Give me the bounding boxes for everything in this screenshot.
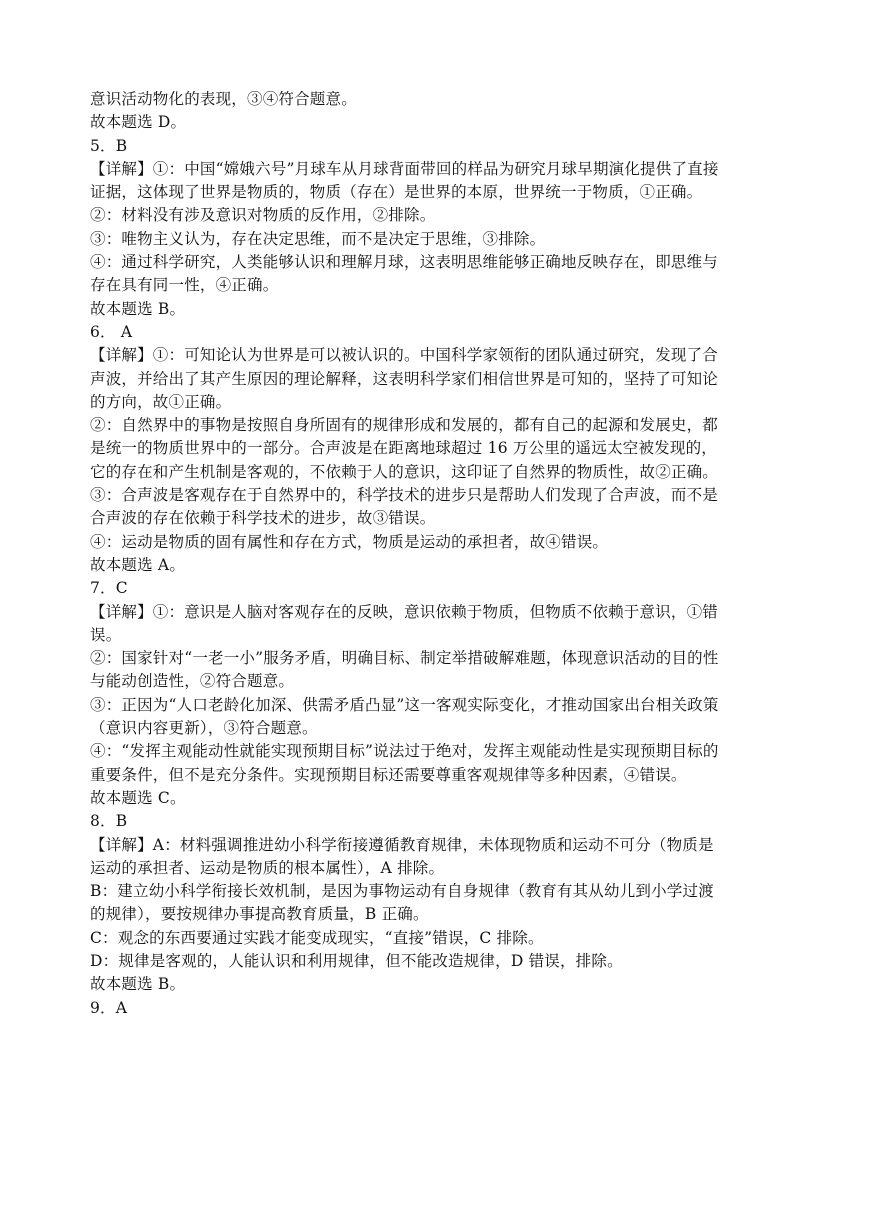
text-line: 【详解】①：中国“嫦娥六号”月球车从月球背面带回的样品为研究月球早期演化提供了直接: [90, 159, 719, 178]
text-line: ③：唯物主义认为，存在决定思维，而不是决定于思维，③排除。: [90, 229, 546, 248]
text-line: 证据，这体现了世界是物质的，物质（存在）是世界的本原，世界统一于物质，①正确。: [90, 183, 703, 202]
text-line: 故本题选 C。: [90, 788, 186, 807]
text-line: C：观念的东西要通过实践才能变成现实，“直接”错误，C 排除。: [90, 928, 544, 947]
question-answer-number: 6． A: [90, 322, 133, 341]
text-line: 它的存在和产生机制是客观的，不依赖于人的意识，这印证了自然界的物质性，故②正确。: [90, 462, 719, 481]
question-answer-number: 7．C: [90, 579, 128, 598]
text-line: 存在具有同一性，④正确。: [90, 276, 279, 295]
text-line: 的规律），要按规律办事提高教育质量，B 正确。: [90, 905, 429, 924]
text-line: ③：合声波是客观存在于自然界中的，科学技术的进步只是帮助人们发现了合声波，而不是: [90, 486, 719, 505]
text-line: ②：自然界中的事物是按照自身所固有的规律形成和发展的，都有自己的起源和发展史，都: [90, 416, 719, 435]
text-line: 的方向，故①正确。: [90, 392, 232, 411]
text-line: ④：通过科学研究，人类能够认识和理解月球，这表明思维能够正确地反映存在，即思维与: [90, 253, 719, 272]
text-line: 重要条件，但不是充分条件。实现预期目标还需要尊重客观规律等多种因素，④错误。: [90, 765, 687, 784]
answer-explanations: [90, 88, 785, 1020]
text-line: 是统一的物质世界中的一部分。合声波是在距离地球超过 16 万公里的遥远太空被发现的，: [90, 439, 717, 458]
text-line: ②：材料没有涉及意识对物质的反作用，②排除。: [90, 206, 436, 225]
question-answer-number: 9．A: [90, 998, 128, 1017]
question-answer-number: 8．B: [90, 812, 128, 831]
text-line: 合声波的存在依赖于科学技术的进步，故③错误。: [90, 509, 436, 528]
text-line: 故本题选 B。: [90, 299, 186, 318]
text-line: 与能动创造性，②符合题意。: [90, 672, 295, 691]
text-line: 【详解】①：意识是人脑对客观存在的反映，意识依赖于物质，但物质不依赖于意识，①错: [90, 602, 719, 621]
text-line: 【详解】①：可知论认为世界是可以被认识的。中国科学家领衔的团队通过研究，发现了合: [90, 346, 719, 365]
text-line: B：建立幼小科学衔接长效机制，是因为事物运动有自身规律（教育有其从幼儿到小学过渡: [90, 882, 714, 901]
text-line: ④：运动是物质的固有属性和存在方式，物质是运动的承担者，故④错误。: [90, 532, 609, 551]
text-line: 意识活动物化的表现，③④符合题意。: [90, 90, 357, 108]
text-line: 故本题选 B。: [90, 975, 186, 994]
question-answer-number: 5．B: [90, 136, 128, 155]
text-line: 运动的承担者、运动是物质的根本属性），A 排除。: [90, 858, 445, 877]
text-line: 故本题选 A。: [90, 555, 186, 574]
text-line: ②：国家针对“一老一小”服务矛盾，明确目标、制定举措破解难题，体现意识活动的目的性: [90, 649, 719, 668]
text-line: ③：正因为“人口老龄化加深、供需矛盾凸显”这一客观实际变化，才推动国家出台相关政策: [90, 695, 719, 714]
text-line: 误。: [90, 625, 122, 644]
text-line: （意识内容更新），③符合题意。: [90, 719, 318, 738]
text-line: 【详解】A：材料强调推进幼小科学衔接遵循教育规律，未体现物质和运动不可分（物质是: [90, 835, 714, 854]
text-line: D：规律是客观的，人能认识和利用规律，但不能改造规律，D 错误，排除。: [90, 951, 623, 970]
text-line: 声波，并给出了其产生原因的理论解释，这表明科学家们相信世界是可知的，坚持了可知论: [90, 369, 719, 388]
text-line: 故本题选 D。: [90, 113, 187, 132]
text-line: ④：“发挥主观能动性就能实现预期目标”说法过于绝对，发挥主观能动性是实现预期目标的: [90, 742, 719, 761]
